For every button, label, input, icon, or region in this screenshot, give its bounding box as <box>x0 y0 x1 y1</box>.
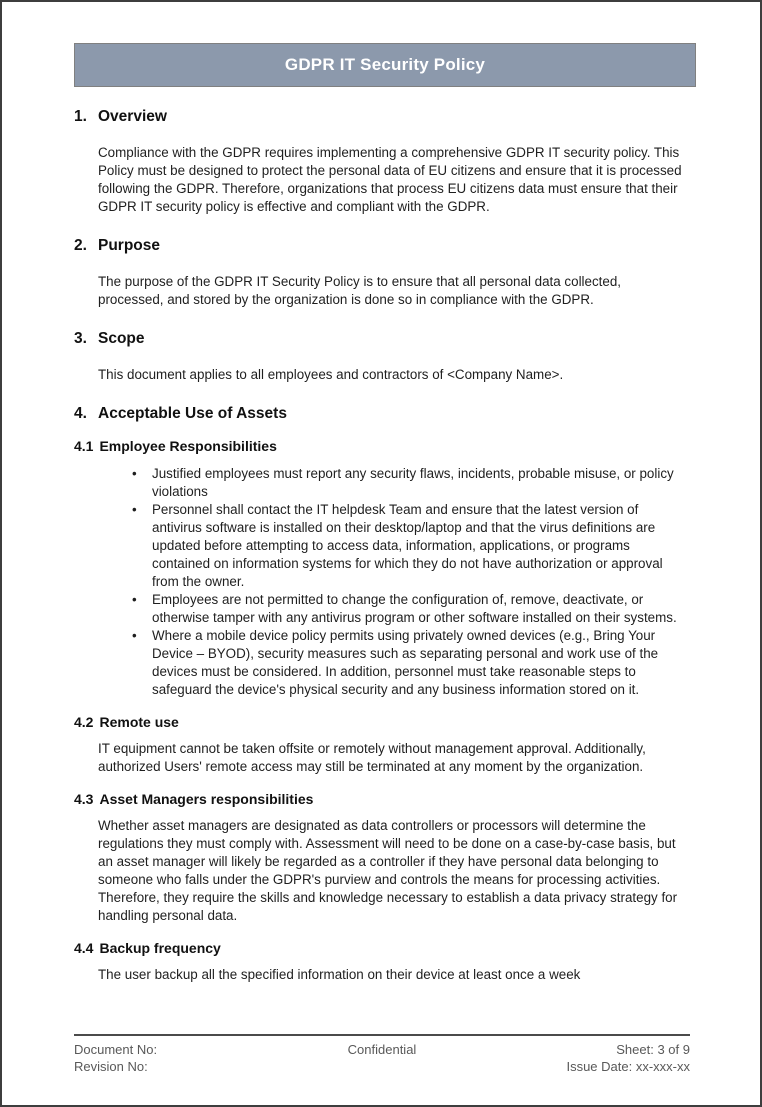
section-number: 3. <box>74 330 87 347</box>
section-title: Purpose <box>98 237 161 254</box>
subsection-number: 4.2 <box>74 714 94 730</box>
footer-issue-date: Issue Date: xx-xxx-xx <box>566 1059 690 1074</box>
section-heading-scope <box>74 330 696 348</box>
subsection-heading-backup-frequency <box>74 940 696 956</box>
employee-responsibilities-bullet-list <box>74 465 682 699</box>
section-title: Scope <box>98 330 145 347</box>
subsection-heading-remote-use <box>74 714 696 730</box>
footer-revision-no: Revision No: <box>74 1059 148 1074</box>
document-title: GDPR IT Security Policy <box>284 55 486 74</box>
subsection-number: 4.4 <box>74 940 94 956</box>
section-heading-acceptable-use <box>74 405 696 423</box>
section-body-overview: Compliance with the GDPR requires implementing a comprehensive GDPR IT security policy. This Policy must be designed to protect the personal data of EU citizens and ensure that it is processed following the GDPR. Therefore, organizations that process EU citizens data must ensure that their GDPR IT security policy is effective and compliant with the GDPR. <box>98 145 682 214</box>
bullet-item: • Justified employees must report any security flaws, incidents, probable misuse, or policy violations <box>152 465 682 501</box>
subsection-body-remote-use: IT equipment cannot be taken offsite or remotely without management approval. Additionally, authorized Users' remote access may still be terminated at any moment by the organization. <box>98 741 646 774</box>
bullet-item: • Where a mobile device policy permits using privately owned devices (e.g., Bring Your Device – BYOD), security measures such as separating personal and work use of the devices must be considered. In addition, personnel must take reasonable steps to safeguard the device's physical security and any business information stored on it. <box>152 627 682 699</box>
subsection-body-asset-managers: Whether asset managers are designated as data controllers or processors will determine the regulations they must comply with. Assessment will need to be done on a case-by-case basis, but an asset manager will likely be regarded as a controller if they have personal data belonging to someone who falls under the GDPR's purview and controls the means for processing activities. Therefore, they require the skills and knowledge necessary to establish a data privacy strategy for handling personal data. <box>98 818 678 923</box>
subsection-body-backup-frequency: The user backup all the specified information on their device at least once a week <box>98 967 581 982</box>
section-body-scope: This document applies to all employees and contractors of <Company Name>. <box>98 367 564 382</box>
section-heading-purpose <box>74 237 696 255</box>
bullet-item: • Employees are not permitted to change the configuration of, remove, deactivate, or otherwise tamper with any antivirus program or other software installed on their systems. <box>152 591 682 627</box>
document-title-banner <box>74 43 696 87</box>
subsection-title: Backup frequency <box>99 940 221 956</box>
section-number: 4. <box>74 405 87 422</box>
section-number: 2. <box>74 237 87 254</box>
footer-grid <box>74 1041 690 1075</box>
page-footer <box>74 1034 690 1075</box>
footer-sheet: Sheet: 3 of 9 <box>616 1042 690 1057</box>
section-title: Overview <box>98 108 167 125</box>
footer-spacer <box>279 1058 484 1075</box>
bullet-item: • Personnel shall contact the IT helpdesk Team and ensure that the latest version of antivirus software is installed on their desktop/laptop and that the virus definitions are updated before attempting to access data, information, applications, or programs contained on information systems for which they do not have authorization or approval from the owner. <box>152 501 682 591</box>
section-title: Acceptable Use of Assets <box>98 405 287 422</box>
document-content <box>2 2 760 984</box>
footer-confidential: Confidential <box>347 1042 417 1057</box>
section-number: 1. <box>74 108 87 125</box>
subsection-title: Employee Responsibilities <box>99 438 277 454</box>
subsection-number: 4.3 <box>74 791 94 807</box>
subsection-title: Remote use <box>99 714 179 730</box>
subsection-number: 4.1 <box>74 438 94 454</box>
subsection-title: Asset Managers responsibilities <box>99 791 314 807</box>
footer-document-no: Document No: <box>74 1042 158 1057</box>
section-heading-overview <box>74 108 696 126</box>
footer-divider <box>74 1034 690 1036</box>
subsection-heading-employee-responsibilities <box>74 438 696 454</box>
subsection-heading-asset-managers <box>74 791 696 807</box>
section-body-purpose: The purpose of the GDPR IT Security Policy is to ensure that all personal data collected, processed, and stored by the organization is done so in compliance with the GDPR. <box>98 274 621 307</box>
